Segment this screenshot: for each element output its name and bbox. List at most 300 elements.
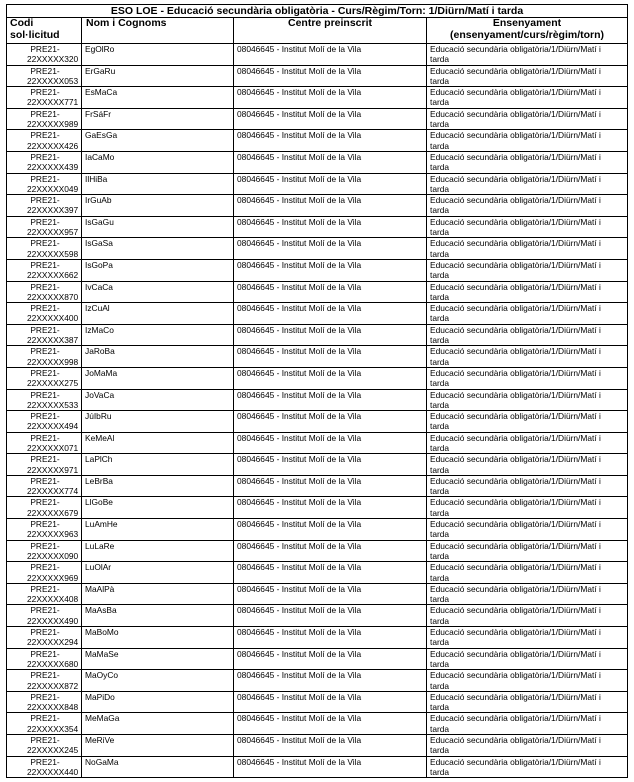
request-code-cell (7, 367, 82, 389)
table-row (7, 432, 628, 454)
teaching-line1: Educació secundària obligatòria/1/Diürn/Matí i (430, 65, 601, 76)
student-name-cell: MaBoMo (82, 627, 234, 649)
table-row (7, 648, 628, 670)
centre-cell: 08046645 - Institut Molí de la Vila (234, 238, 427, 260)
teaching-cell (427, 756, 628, 778)
request-code-number: 22XXXXX533 (27, 399, 79, 410)
request-code-cell (7, 432, 82, 454)
request-code-number: 22XXXXX494 (27, 421, 79, 432)
request-code-prefix: PRE21- (30, 324, 60, 335)
request-code-number: 22XXXXX275 (27, 378, 79, 389)
student-name-cell: LuAmHe (82, 519, 234, 541)
table-row (7, 130, 628, 152)
teaching-line2: tarda (430, 550, 450, 561)
request-code-cell (7, 238, 82, 260)
teaching-line1: Educació secundària obligatòria/1/Diürn/Matí i (430, 367, 601, 378)
request-code-number: 22XXXXX354 (27, 723, 79, 734)
centre-cell: 08046645 - Institut Molí de la Vila (234, 583, 427, 605)
request-code-number: 22XXXXX245 (27, 745, 79, 756)
teaching-cell (427, 562, 628, 584)
centre-cell: 08046645 - Institut Molí de la Vila (234, 670, 427, 692)
teaching-line2: tarda (430, 572, 450, 583)
request-code-prefix: PRE21- (30, 367, 60, 378)
request-code-prefix: PRE21- (30, 303, 60, 314)
student-name-cell: LaPlCh (82, 454, 234, 476)
teaching-cell (427, 324, 628, 346)
teaching-line2: tarda (430, 248, 450, 259)
teaching-cell (427, 432, 628, 454)
table-row (7, 389, 628, 411)
request-code-cell (7, 605, 82, 627)
student-name-cell: ErGaRu (82, 65, 234, 87)
student-name-cell: MeRiVe (82, 735, 234, 757)
request-code-prefix: PRE21- (30, 605, 60, 616)
header-teaching-line1: Ensenyament (492, 17, 562, 29)
teaching-line2: tarda (430, 183, 450, 194)
table-row (7, 173, 628, 195)
table-row (7, 540, 628, 562)
request-code-number: 22XXXXX090 (27, 550, 79, 561)
student-name-cell: MaOyCo (82, 670, 234, 692)
request-code-number: 22XXXXX680 (27, 658, 79, 669)
teaching-cell (427, 259, 628, 281)
centre-cell: 08046645 - Institut Molí de la Vila (234, 756, 427, 778)
table-row (7, 411, 628, 433)
request-code-cell (7, 562, 82, 584)
request-code-cell (7, 648, 82, 670)
teaching-cell (427, 151, 628, 173)
request-code-prefix: PRE21- (30, 475, 60, 486)
teaching-line1: Educació secundària obligatòria/1/Diürn/Matí i (430, 627, 601, 638)
request-code-number: 22XXXXX679 (27, 507, 79, 518)
teaching-cell (427, 65, 628, 87)
teaching-line1: Educació secundària obligatòria/1/Diürn/Matí i (430, 130, 601, 141)
centre-cell: 08046645 - Institut Molí de la Vila (234, 562, 427, 584)
table-row (7, 454, 628, 476)
student-name-cell: FrSáFr (82, 108, 234, 130)
teaching-line1: Educació secundària obligatòria/1/Diürn/Matí i (430, 562, 601, 573)
teaching-cell (427, 108, 628, 130)
teaching-line2: tarda (430, 529, 450, 540)
teaching-line1: Educació secundària obligatòria/1/Diürn/Matí i (430, 389, 601, 400)
student-name-cell: JoVaCa (82, 389, 234, 411)
teaching-line2: tarda (430, 637, 450, 648)
teaching-line1: Educació secundària obligatòria/1/Diürn/Matí i (430, 238, 601, 249)
student-name-cell: MaMaSe (82, 648, 234, 670)
teaching-line2: tarda (430, 205, 450, 216)
teaching-line2: tarda (430, 615, 450, 626)
teaching-line2: tarda (430, 507, 450, 518)
teaching-line1: Educació secundària obligatòria/1/Diürn/Matí i (430, 151, 601, 162)
teaching-line2: tarda (430, 594, 450, 605)
teaching-line1: Educació secundària obligatòria/1/Diürn/Matí i (430, 216, 601, 227)
header-request-code (7, 18, 82, 44)
teaching-line1: Educació secundària obligatòria/1/Diürn/Matí i (430, 735, 601, 745)
table-row (7, 367, 628, 389)
centre-cell: 08046645 - Institut Molí de la Vila (234, 735, 427, 757)
request-code-number: 22XXXXX998 (27, 356, 79, 367)
centre-cell: 08046645 - Institut Molí de la Vila (234, 216, 427, 238)
request-code-number: 22XXXXX320 (27, 54, 79, 65)
request-code-cell (7, 389, 82, 411)
student-name-cell: MaAlPà (82, 583, 234, 605)
table-row (7, 346, 628, 368)
teaching-line1: Educació secundària obligatòria/1/Diürn/Matí i (430, 583, 601, 594)
table-row (7, 735, 628, 757)
teaching-line1: Educació secundària obligatòria/1/Diürn/Matí i (430, 324, 601, 335)
student-name-cell: IsGaSa (82, 238, 234, 260)
request-code-prefix: PRE21- (30, 44, 60, 54)
centre-cell: 08046645 - Institut Molí de la Vila (234, 303, 427, 325)
table-row (7, 756, 628, 778)
request-code-prefix: PRE21- (30, 259, 60, 270)
teaching-cell (427, 389, 628, 411)
centre-cell: 08046645 - Institut Molí de la Vila (234, 691, 427, 713)
request-code-cell (7, 670, 82, 692)
table-row (7, 151, 628, 173)
request-code-cell (7, 691, 82, 713)
table-row (7, 324, 628, 346)
teaching-line2: tarda (430, 486, 450, 497)
request-code-number: 22XXXXX662 (27, 270, 79, 281)
teaching-line1: Educació secundària obligatòria/1/Diürn/Matí i (430, 195, 601, 206)
request-code-number: 22XXXXX969 (27, 572, 79, 583)
request-code-prefix: PRE21- (30, 627, 60, 638)
request-code-number: 22XXXXX870 (27, 291, 79, 302)
admissions-table (6, 4, 628, 778)
header-request-code-line2: sol·licitud (10, 28, 60, 41)
centre-cell: 08046645 - Institut Molí de la Vila (234, 648, 427, 670)
teaching-cell (427, 454, 628, 476)
request-code-number: 22XXXXX963 (27, 529, 79, 540)
teaching-line2: tarda (430, 766, 450, 777)
header-teaching (427, 18, 628, 44)
centre-cell: 08046645 - Institut Molí de la Vila (234, 281, 427, 303)
teaching-line1: Educació secundària obligatòria/1/Diürn/Matí i (430, 475, 601, 486)
teaching-cell (427, 735, 628, 757)
request-code-number: 22XXXXX771 (27, 97, 79, 108)
request-code-prefix: PRE21- (30, 756, 60, 767)
request-code-prefix: PRE21- (30, 519, 60, 530)
request-code-cell (7, 735, 82, 757)
teaching-line1: Educació secundària obligatòria/1/Diürn/Matí i (430, 605, 601, 616)
centre-cell: 08046645 - Institut Molí de la Vila (234, 87, 427, 109)
student-name-cell: LeBrBa (82, 475, 234, 497)
student-name-cell: IzMaCo (82, 324, 234, 346)
request-code-number: 22XXXXX439 (27, 162, 79, 173)
request-code-cell (7, 281, 82, 303)
request-code-cell (7, 216, 82, 238)
request-code-cell (7, 346, 82, 368)
table-row (7, 475, 628, 497)
teaching-line2: tarda (430, 421, 450, 432)
student-name-cell: MeMaGa (82, 713, 234, 735)
student-name-cell: IsGaGu (82, 216, 234, 238)
document-page (6, 4, 627, 780)
table-row (7, 281, 628, 303)
centre-cell: 08046645 - Institut Molí de la Vila (234, 108, 427, 130)
student-name-cell: IvCaCa (82, 281, 234, 303)
teaching-line2: tarda (430, 356, 450, 367)
teaching-line2: tarda (430, 75, 450, 86)
teaching-line2: tarda (430, 658, 450, 669)
teaching-line2: tarda (430, 335, 450, 346)
centre-cell: 08046645 - Institut Molí de la Vila (234, 411, 427, 433)
request-code-prefix: PRE21- (30, 691, 60, 702)
teaching-line2: tarda (430, 378, 450, 389)
teaching-line2: tarda (430, 702, 450, 713)
teaching-line2: tarda (430, 97, 450, 108)
teaching-line1: Educació secundària obligatòria/1/Diürn/Matí i (430, 540, 601, 551)
request-code-cell (7, 259, 82, 281)
request-code-prefix: PRE21- (30, 432, 60, 443)
request-code-cell (7, 108, 82, 130)
request-code-prefix: PRE21- (30, 195, 60, 206)
request-code-number: 22XXXXX387 (27, 335, 79, 346)
title-row (7, 5, 628, 18)
teaching-cell (427, 713, 628, 735)
teaching-line1: Educació secundària obligatòria/1/Diürn/Matí i (430, 713, 601, 724)
teaching-line2: tarda (430, 270, 450, 281)
teaching-line1: Educació secundària obligatòria/1/Diürn/Matí i (430, 87, 601, 98)
student-name-cell: JúIbRu (82, 411, 234, 433)
table-row (7, 87, 628, 109)
centre-cell: 08046645 - Institut Molí de la Vila (234, 346, 427, 368)
table-row (7, 259, 628, 281)
request-code-cell (7, 87, 82, 109)
teaching-cell (427, 44, 628, 66)
centre-cell: 08046645 - Institut Molí de la Vila (234, 454, 427, 476)
request-code-number: 22XXXXX957 (27, 227, 79, 238)
student-name-cell: IlHiBa (82, 173, 234, 195)
request-code-number: 22XXXXX490 (27, 615, 79, 626)
teaching-line1: Educació secundària obligatòria/1/Diürn/Matí i (430, 173, 601, 184)
student-name-cell: MaPiDo (82, 691, 234, 713)
request-code-number: 22XXXXX872 (27, 680, 79, 691)
table-row (7, 195, 628, 217)
teaching-cell (427, 303, 628, 325)
table-row (7, 65, 628, 87)
teaching-line1: Educació secundària obligatòria/1/Diürn/Matí i (430, 44, 601, 54)
table-body (7, 44, 628, 778)
request-code-number: 22XXXXX426 (27, 140, 79, 151)
request-code-prefix: PRE21- (30, 583, 60, 594)
teaching-line1: Educació secundària obligatòria/1/Diürn/Matí i (430, 346, 601, 357)
request-code-prefix: PRE21- (30, 65, 60, 76)
centre-cell: 08046645 - Institut Molí de la Vila (234, 389, 427, 411)
student-name-cell: LuLaRe (82, 540, 234, 562)
teaching-cell (427, 238, 628, 260)
centre-cell: 08046645 - Institut Molí de la Vila (234, 497, 427, 519)
teaching-cell (427, 540, 628, 562)
teaching-line1: Educació secundària obligatòria/1/Diürn/Matí i (430, 756, 601, 767)
centre-cell: 08046645 - Institut Molí de la Vila (234, 130, 427, 152)
table-row (7, 562, 628, 584)
teaching-line2: tarda (430, 54, 450, 65)
request-code-prefix: PRE21- (30, 346, 60, 357)
teaching-line2: tarda (430, 140, 450, 151)
request-code-number: 22XXXXX400 (27, 313, 79, 324)
request-code-cell (7, 756, 82, 778)
request-code-cell (7, 475, 82, 497)
teaching-line2: tarda (430, 680, 450, 691)
header-row (7, 18, 628, 44)
centre-cell: 08046645 - Institut Molí de la Vila (234, 195, 427, 217)
request-code-prefix: PRE21- (30, 540, 60, 551)
centre-cell: 08046645 - Institut Molí de la Vila (234, 540, 427, 562)
request-code-cell (7, 627, 82, 649)
request-code-number: 22XXXXX408 (27, 594, 79, 605)
request-code-prefix: PRE21- (30, 735, 60, 745)
centre-cell: 08046645 - Institut Molí de la Vila (234, 605, 427, 627)
request-code-cell (7, 173, 82, 195)
request-code-number: 22XXXXX049 (27, 183, 79, 194)
teaching-line1: Educació secundària obligatòria/1/Diürn/Matí i (430, 108, 601, 119)
request-code-cell (7, 303, 82, 325)
teaching-line1: Educació secundària obligatòria/1/Diürn/Matí i (430, 281, 601, 292)
centre-cell: 08046645 - Institut Molí de la Vila (234, 324, 427, 346)
teaching-line1: Educació secundària obligatòria/1/Diürn/Matí i (430, 519, 601, 530)
centre-cell: 08046645 - Institut Molí de la Vila (234, 475, 427, 497)
request-code-number: 22XXXXX989 (27, 119, 79, 130)
teaching-line1: Educació secundària obligatòria/1/Diürn/Matí i (430, 303, 601, 314)
request-code-prefix: PRE21- (30, 130, 60, 141)
header-request-code-line1: Codi (10, 17, 34, 29)
request-code-cell (7, 540, 82, 562)
request-code-prefix: PRE21- (30, 411, 60, 422)
request-code-number: 22XXXXX971 (27, 464, 79, 475)
request-code-prefix: PRE21- (30, 151, 60, 162)
table-row (7, 519, 628, 541)
teaching-cell (427, 648, 628, 670)
teaching-line1: Educació secundària obligatòria/1/Diürn/Matí i (430, 454, 601, 465)
request-code-number: 22XXXXX848 (27, 702, 79, 713)
table-row (7, 303, 628, 325)
request-code-cell (7, 583, 82, 605)
teaching-cell (427, 216, 628, 238)
teaching-line2: tarda (430, 291, 450, 302)
centre-cell: 08046645 - Institut Molí de la Vila (234, 713, 427, 735)
request-code-prefix: PRE21- (30, 216, 60, 227)
teaching-line2: tarda (430, 162, 450, 173)
request-code-number: 22XXXXX598 (27, 248, 79, 259)
centre-cell: 08046645 - Institut Molí de la Vila (234, 173, 427, 195)
table-row (7, 627, 628, 649)
teaching-cell (427, 367, 628, 389)
teaching-cell (427, 346, 628, 368)
table-row (7, 497, 628, 519)
request-code-number: 22XXXXX774 (27, 486, 79, 497)
table-row (7, 583, 628, 605)
request-code-number: 22XXXXX294 (27, 637, 79, 648)
request-code-cell (7, 324, 82, 346)
student-name-cell: MaAsBa (82, 605, 234, 627)
teaching-cell (427, 583, 628, 605)
table-row (7, 108, 628, 130)
teaching-line1: Educació secundària obligatòria/1/Diürn/Matí i (430, 432, 601, 443)
request-code-cell (7, 454, 82, 476)
student-name-cell: NoGaMa (82, 756, 234, 778)
student-name-cell: IaCaMo (82, 151, 234, 173)
table-row (7, 44, 628, 66)
request-code-prefix: PRE21- (30, 454, 60, 465)
teaching-line2: tarda (430, 723, 450, 734)
table-row (7, 238, 628, 260)
request-code-cell (7, 130, 82, 152)
teaching-cell (427, 195, 628, 217)
teaching-line1: Educació secundària obligatòria/1/Diürn/Matí i (430, 670, 601, 681)
teaching-line2: tarda (430, 313, 450, 324)
request-code-cell (7, 411, 82, 433)
centre-cell: 08046645 - Institut Molí de la Vila (234, 44, 427, 66)
request-code-prefix: PRE21- (30, 562, 60, 573)
table-title: ESO LOE - Educació secundària obligatòria - Curs/Règim/Torn: 1/Diürn/Matí i tarda (7, 5, 628, 18)
request-code-number: 22XXXXX397 (27, 205, 79, 216)
teaching-line1: Educació secundària obligatòria/1/Diürn/Matí i (430, 691, 601, 702)
request-code-number: 22XXXXX071 (27, 442, 79, 453)
request-code-prefix: PRE21- (30, 173, 60, 184)
teaching-line1: Educació secundària obligatòria/1/Diürn/Matí i (430, 259, 601, 270)
request-code-cell (7, 497, 82, 519)
teaching-cell (427, 87, 628, 109)
header-name: Nom i Cognoms (82, 18, 234, 44)
teaching-cell (427, 411, 628, 433)
request-code-cell (7, 713, 82, 735)
centre-cell: 08046645 - Institut Molí de la Vila (234, 65, 427, 87)
centre-cell: 08046645 - Institut Molí de la Vila (234, 519, 427, 541)
teaching-cell (427, 130, 628, 152)
header-teaching-line2: (ensenyament/curs/règim/torn) (450, 28, 605, 41)
request-code-cell (7, 44, 82, 66)
request-code-prefix: PRE21- (30, 108, 60, 119)
request-code-prefix: PRE21- (30, 648, 60, 659)
teaching-cell (427, 475, 628, 497)
student-name-cell: JaRoBa (82, 346, 234, 368)
request-code-prefix: PRE21- (30, 238, 60, 249)
student-name-cell: KeMeAl (82, 432, 234, 454)
teaching-cell (427, 605, 628, 627)
teaching-cell (427, 173, 628, 195)
student-name-cell: GaEsGa (82, 130, 234, 152)
request-code-prefix: PRE21- (30, 87, 60, 98)
table-row (7, 691, 628, 713)
student-name-cell: EgOlRo (82, 44, 234, 66)
request-code-prefix: PRE21- (30, 713, 60, 724)
table-row (7, 670, 628, 692)
centre-cell: 08046645 - Institut Molí de la Vila (234, 432, 427, 454)
request-code-prefix: PRE21- (30, 281, 60, 292)
teaching-cell (427, 627, 628, 649)
request-code-cell (7, 519, 82, 541)
teaching-cell (427, 497, 628, 519)
student-name-cell: IrGuAb (82, 195, 234, 217)
student-name-cell: IsGoPa (82, 259, 234, 281)
teaching-cell (427, 519, 628, 541)
request-code-prefix: PRE21- (30, 670, 60, 681)
table-row (7, 216, 628, 238)
teaching-line2: tarda (430, 399, 450, 410)
teaching-line2: tarda (430, 442, 450, 453)
teaching-line1: Educació secundària obligatòria/1/Diürn/Matí i (430, 497, 601, 508)
centre-cell: 08046645 - Institut Molí de la Vila (234, 627, 427, 649)
teaching-line2: tarda (430, 227, 450, 238)
student-name-cell: IzCuAl (82, 303, 234, 325)
centre-cell: 08046645 - Institut Molí de la Vila (234, 151, 427, 173)
student-name-cell: LlGoBe (82, 497, 234, 519)
request-code-cell (7, 151, 82, 173)
centre-cell: 08046645 - Institut Molí de la Vila (234, 367, 427, 389)
student-name-cell: JoMaMa (82, 367, 234, 389)
